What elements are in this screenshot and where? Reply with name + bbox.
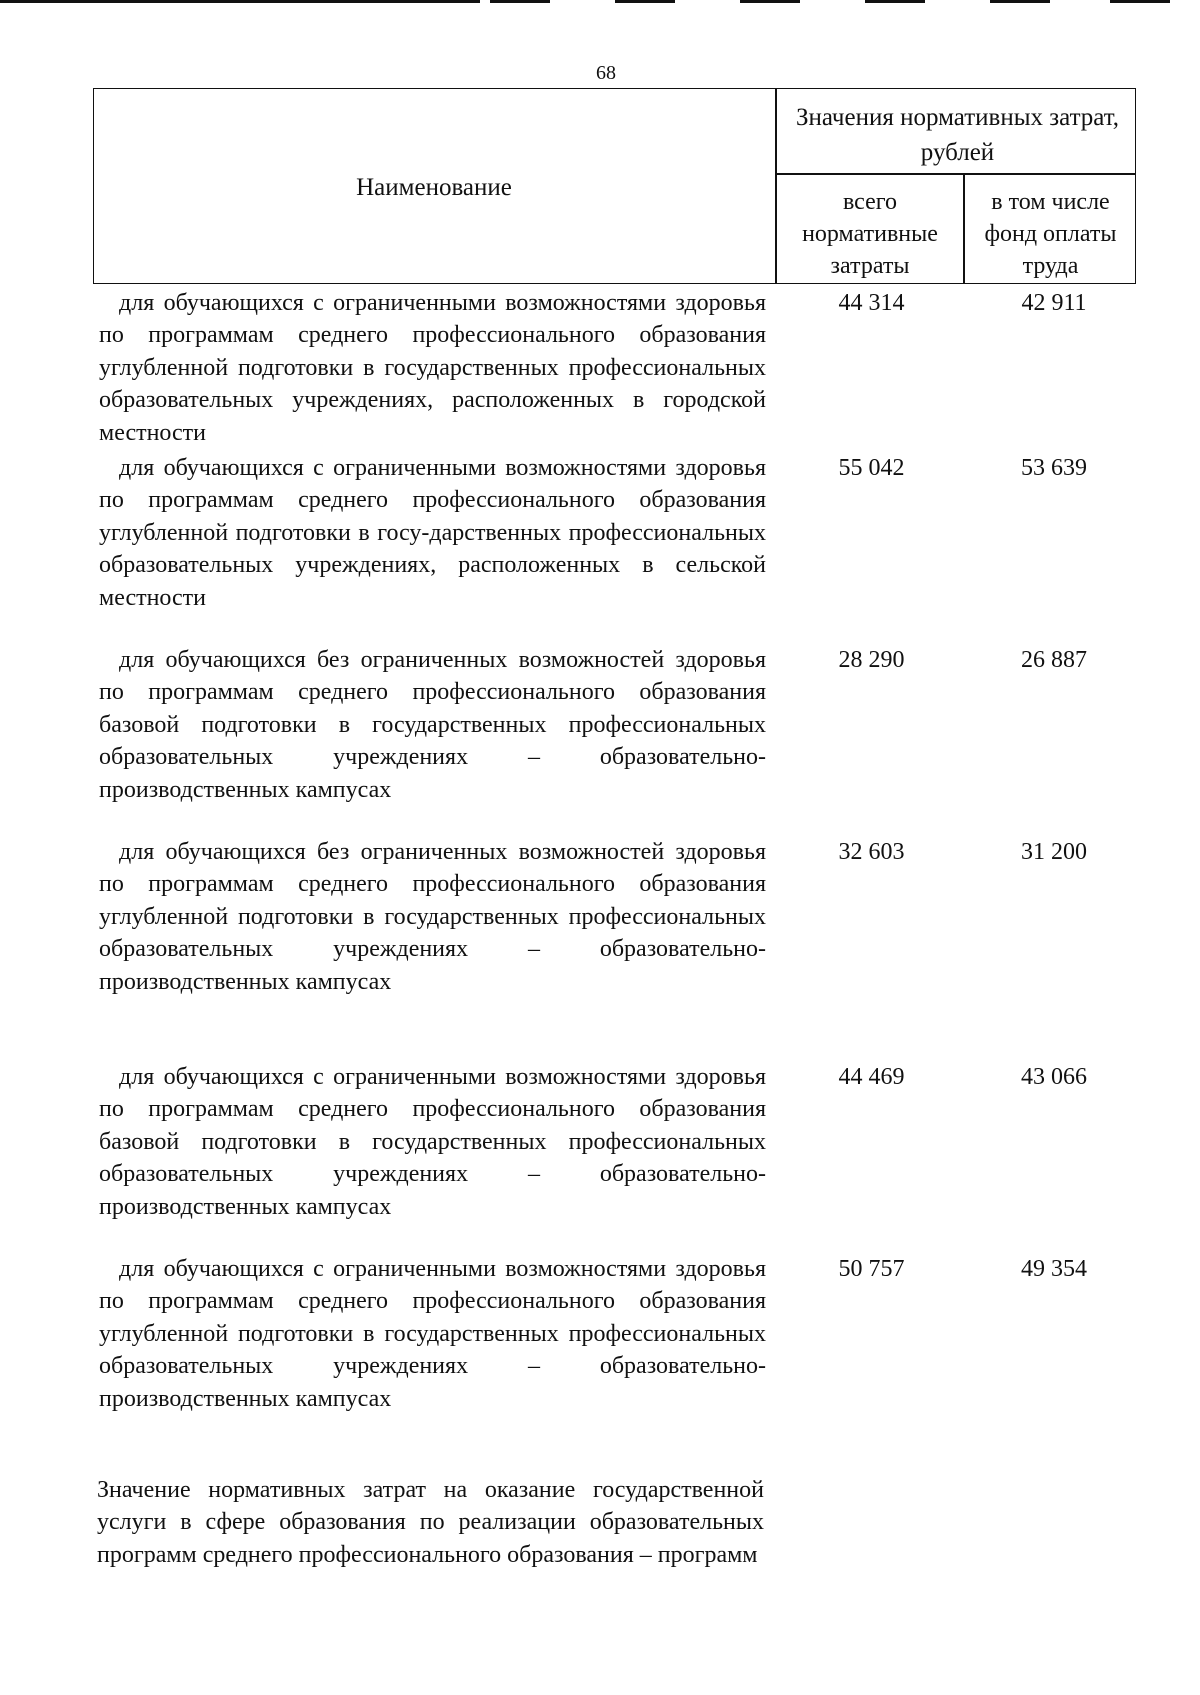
row-description: для обучающихся без ограниченных возможностей здоровья по программам среднего профессионального образования углубленной подготовки в государственных профессиональных образовательных учреждениях – образовательно-производственных кампусах bbox=[99, 839, 766, 995]
scan-edge-line bbox=[865, 0, 925, 3]
header-total-column: всего нормативные затраты bbox=[802, 189, 938, 279]
row-description: для обучающихся без ограниченных возможностей здоровья по программам среднего профессионального образования базовой подготовки в государственных профессиональных образовательных учреждениях – образовательно-производственных кампусах bbox=[99, 647, 766, 803]
row-total-value: 32 603 bbox=[838, 839, 905, 865]
header-name-column: Наименование bbox=[356, 174, 512, 201]
header-divider bbox=[775, 88, 777, 284]
row-fot-value: 31 200 bbox=[1021, 839, 1087, 865]
row-fot-value: 49 354 bbox=[1021, 1256, 1087, 1282]
scan-edge-line bbox=[1110, 0, 1170, 3]
row-total-value: 55 042 bbox=[838, 455, 905, 481]
scan-edge-line bbox=[0, 0, 480, 3]
page-number: 68 bbox=[596, 62, 616, 84]
row-description: для обучающихся с ограниченными возможностями здоровья по программам среднего профессионального образования углубленной подготовки в государственных профессиональных образовательных учреждениях, расположенных в городской местности bbox=[99, 290, 766, 446]
scan-edge-line bbox=[740, 0, 800, 3]
header-divider bbox=[963, 173, 965, 284]
row-fot-value: 43 066 bbox=[1021, 1064, 1087, 1090]
row-description: для обучающихся с ограниченными возможностями здоровья по программам среднего профессионального образования углубленной подготовки в государственных профессиональных образовательных учреждениях – образовательно-производственных кампусах bbox=[99, 1256, 766, 1412]
scan-edge-line bbox=[490, 0, 550, 3]
row-description: для обучающихся с ограниченными возможностями здоровья по программам среднего профессионального образования базовой подготовки в государственных профессиональных образовательных учреждениях – образовательно-производственных кампусах bbox=[99, 1064, 766, 1220]
row-total-value: 50 757 bbox=[838, 1256, 905, 1282]
row-total-value: 44 469 bbox=[838, 1064, 905, 1090]
row-description: для обучающихся с ограниченными возможностями здоровья по программам среднего профессионального образования углубленной подготовки в госу-дарственных профессиональных образовательных учреждениях, расположенных в сельской местности bbox=[99, 455, 766, 611]
scan-edge-line bbox=[615, 0, 675, 3]
header-divider bbox=[775, 173, 1136, 175]
row-fot-value: 53 639 bbox=[1021, 455, 1087, 481]
row-total-value: 28 290 bbox=[838, 647, 905, 673]
row-fot-value: 42 911 bbox=[1021, 290, 1087, 316]
header-fot-column: в том числе фонд оплаты труда bbox=[984, 189, 1117, 279]
scan-edge-line bbox=[990, 0, 1050, 3]
header-values-group: Значения нормативных затрат, рублей bbox=[795, 104, 1120, 166]
section-paragraph: Значение нормативных затрат на оказание государственной услуги в сфере образования по реализации образовательных программ среднего профессионального образования – программ bbox=[97, 1477, 764, 1568]
row-total-value: 44 314 bbox=[838, 290, 905, 316]
row-fot-value: 26 887 bbox=[1021, 647, 1087, 673]
